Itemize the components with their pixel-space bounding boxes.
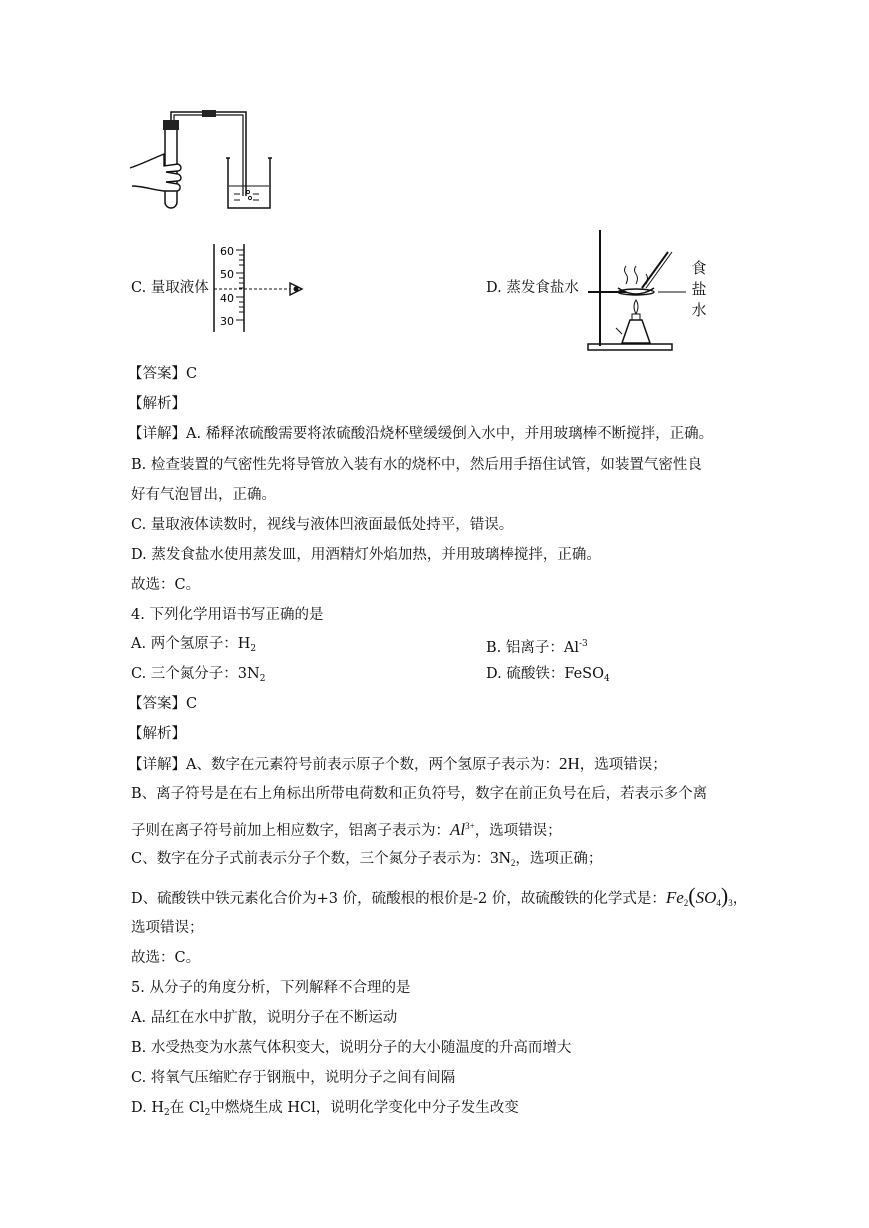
q4-option-d: D. 硫酸铁：FeSO$_4$	[486, 666, 610, 684]
airtightness-check-figure	[128, 108, 278, 213]
evaporation-figure	[586, 228, 706, 353]
q3-detail-4: D. 蒸发食盐水使用蒸发皿，用酒精灯外焰加热，并用玻璃棒搅拌，正确。	[131, 547, 601, 563]
q5-option-a: A. 品红在水中扩散，说明分子在不断运动	[131, 1010, 398, 1026]
tick-30: 30	[220, 315, 234, 328]
q4-option-a: A. 两个氢原子：$H_2$	[131, 636, 257, 654]
q3-detail-3: C. 量取液体读数时，视线与液体凹液面最低处持平，错误。	[131, 517, 514, 533]
q3-detail-2b: 好有气泡冒出，正确。	[131, 487, 276, 503]
q4-detail-4: D、硫酸铁中铁元素化合价为+3 价，硫酸根的根价是-2 价，故硫酸铁的化学式是：$Fe_2(SO_4)_3$，	[131, 883, 748, 908]
tick-50: 50	[220, 268, 234, 281]
q3-answer: 【答案】C	[128, 366, 198, 382]
q4-detail-2a: B、离子符号是在右上角标出所带电荷数和正负符号，数字在前正负号在后，若表示多个离	[131, 786, 708, 802]
q5-option-c: C. 将氧气压缩贮存于钢瓶中，说明分子之间有间隔	[131, 1070, 456, 1086]
q4-option-c: C. 三个氮分子：$3N_2$	[131, 666, 266, 684]
q3-choose: 故选：C。	[131, 577, 201, 593]
q4-detail-3: C、数字在分子式前表示分子个数，三个氮分子表示为：$3N_2$，选项正确；	[131, 848, 603, 868]
q4-analysis: 【解析】	[128, 726, 186, 742]
q3-analysis: 【解析】	[128, 396, 186, 412]
q4-option-b: B. 铝离子：$Al^{-3}$	[486, 639, 588, 656]
q5-option-d: D. $H_2$在 $Cl_2$中燃烧生成 HCl，说明化学变化中分子发生改变	[131, 1100, 519, 1118]
q4-detail-2b: 子则在离子符号前加上相应数字，铝离子表示为：$Al^{3+}$，选项错误；	[131, 820, 562, 839]
option-c-label: C. 量取液体	[131, 280, 209, 296]
option-d-label: D. 蒸发食盐水	[486, 280, 579, 296]
measuring-cylinder-figure	[212, 240, 308, 336]
tick-60: 60	[220, 245, 234, 258]
q5-question: 5. 从分子的角度分析，下列解释不合理的是	[131, 980, 411, 996]
q3-detail-2a: B. 检查装置的气密性先将导管放入装有水的烧杯中，然后用手捂住试管，如装置气密性良	[131, 457, 702, 473]
q4-choose: 故选：C。	[131, 950, 201, 966]
q5-option-b: B. 水受热变为水蒸气体积变大，说明分子的大小随温度的升高而增大	[131, 1040, 572, 1056]
q4-question: 4. 下列化学用语书写正确的是	[131, 607, 324, 623]
q4-answer: 【答案】C	[128, 696, 198, 712]
salt-water-label: 食 盐 水	[691, 259, 707, 319]
q4-detail-1: 【详解】A、数字在元素符号前表示原子个数，两个氢原子表示为：2H，选项错误；	[128, 754, 667, 773]
q3-detail-1: 【详解】A. 稀释浓硫酸需要将浓硫酸沿烧杯壁缓缓倒入水中，并用玻璃棒不断搅拌，正确。	[128, 426, 714, 442]
tick-40: 40	[220, 292, 234, 305]
q4-detail-4b: 选项错误；	[131, 920, 204, 936]
